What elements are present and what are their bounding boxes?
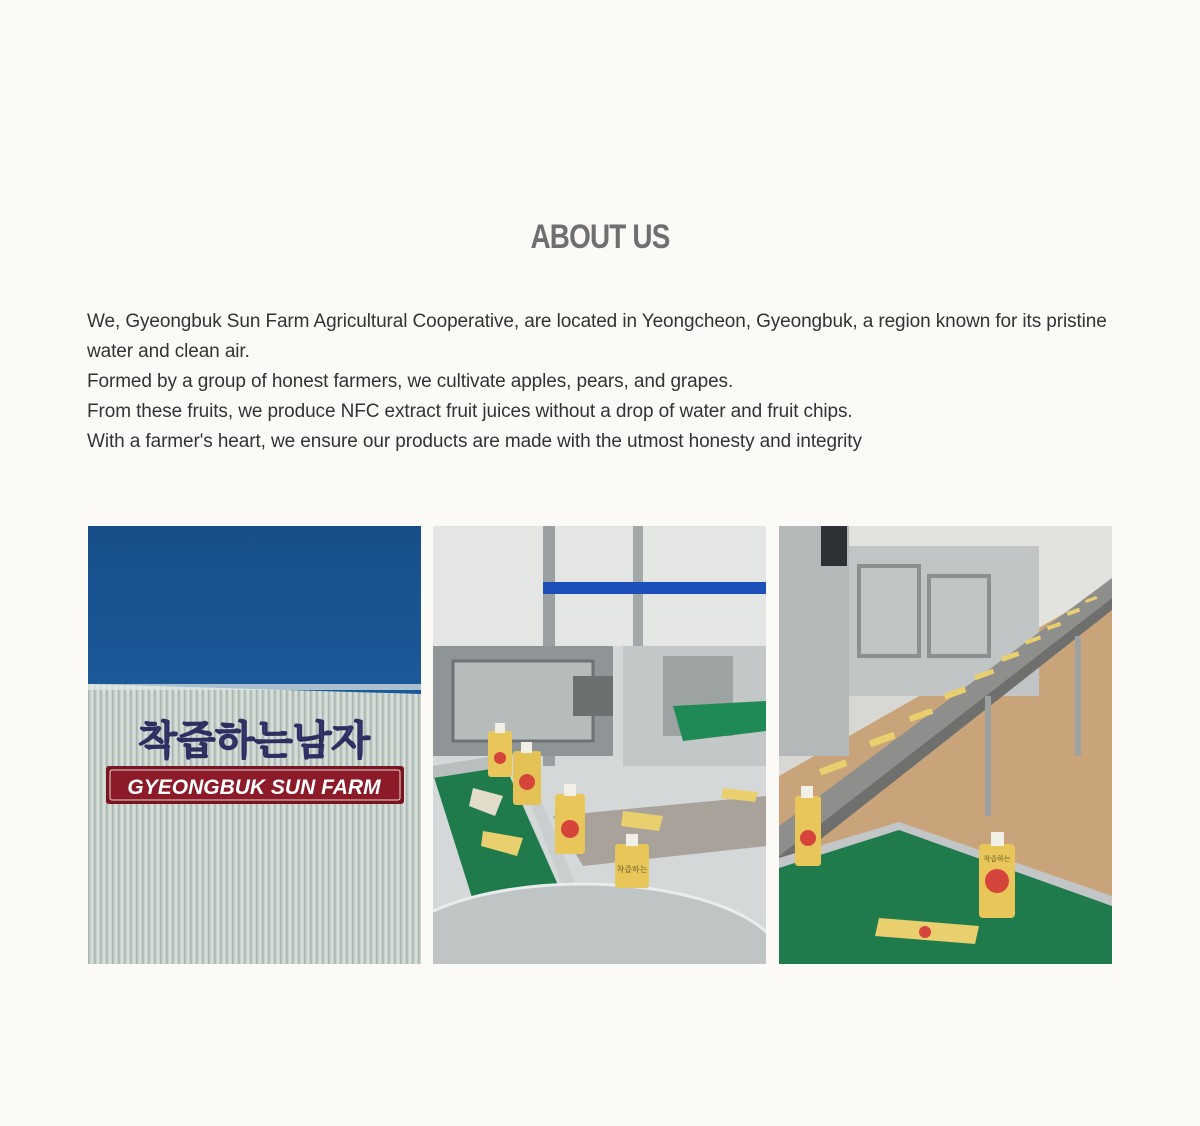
intro-paragraph: From these fruits, we produce NFC extract fruit juices without a drop of water and fruit chips. <box>87 401 853 422</box>
photo-building-sign <box>88 526 421 964</box>
photo-conveyor-line <box>779 526 1112 964</box>
pouch-label: 착즙하는 <box>983 855 1011 863</box>
sign-korean-text: 착즙하는남자 <box>138 718 370 764</box>
photo-production-machine <box>433 526 766 964</box>
juice-pouch <box>488 723 512 777</box>
juice-pouch <box>979 832 1015 918</box>
juice-pouch <box>513 742 541 805</box>
production-machine-image <box>433 526 766 964</box>
photo-gallery <box>88 526 1112 964</box>
conveyor-line-image <box>779 526 1112 964</box>
page-title: ABOUT US <box>530 218 670 256</box>
building-sign-image <box>88 526 421 964</box>
about-intro <box>87 307 1117 457</box>
sign-english-text: GYEONGBUK SUN FARM <box>127 776 381 799</box>
pouch-label: 착즙하는 <box>616 865 648 874</box>
juice-pouch <box>795 786 821 866</box>
juice-pouch <box>555 784 585 854</box>
intro-paragraph: Formed by a group of honest farmers, we cultivate apples, pears, and grapes. <box>87 371 734 392</box>
intro-paragraph: With a farmer's heart, we ensure our products are made with the utmost honesty and integrity <box>87 431 862 452</box>
intro-paragraph: We, Gyeongbuk Sun Farm Agricultural Cooperative, are located in Yeongcheon, Gyeongbuk, a region known for its pristine water and clean air. <box>87 311 1107 362</box>
